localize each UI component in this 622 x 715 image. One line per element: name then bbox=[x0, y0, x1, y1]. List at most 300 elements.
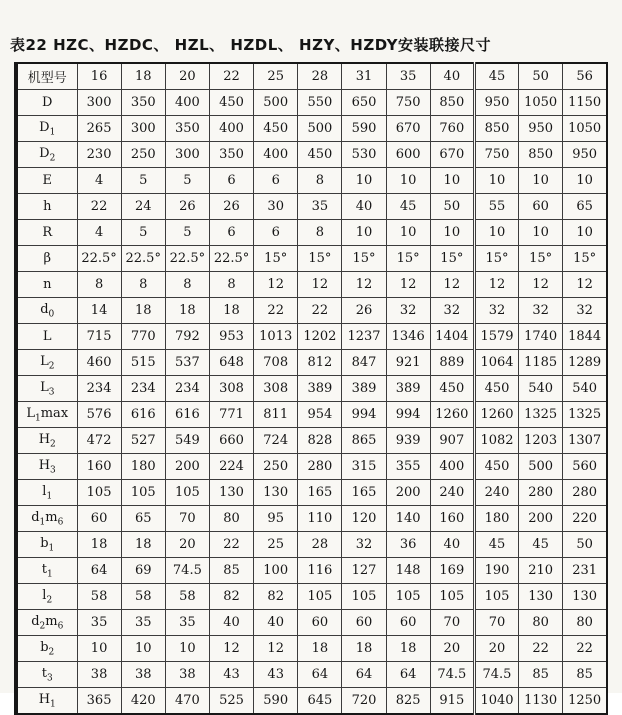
table-row bbox=[16, 90, 607, 116]
value-cell: 110 bbox=[298, 506, 342, 532]
value-cell: 590 bbox=[342, 116, 386, 142]
subscript: 1 bbox=[48, 543, 55, 554]
subscript: 2 bbox=[49, 153, 56, 164]
value-cell: 100 bbox=[254, 558, 298, 584]
row-label-h-1: $H_1$ bbox=[16, 688, 77, 715]
value-cell: 847 bbox=[342, 350, 386, 376]
value-cell: 600 bbox=[386, 142, 430, 168]
value-cell: 14 bbox=[77, 298, 121, 324]
value-cell: 40 bbox=[430, 532, 474, 558]
value-cell: 250 bbox=[121, 142, 165, 168]
value-cell: 10 bbox=[77, 636, 121, 662]
value-cell: 525 bbox=[209, 688, 253, 715]
value-cell: 234 bbox=[77, 376, 121, 402]
value-cell: 6 bbox=[254, 168, 298, 194]
value-cell: 230 bbox=[77, 142, 121, 168]
value-cell: 130 bbox=[563, 584, 607, 610]
value-cell: 994 bbox=[342, 402, 386, 428]
value-cell: 921 bbox=[386, 350, 430, 376]
row-label-b-1: $b_1$ bbox=[16, 532, 77, 558]
table-row bbox=[16, 480, 607, 506]
value-cell: 4 bbox=[77, 168, 121, 194]
value-cell: 22 bbox=[209, 532, 253, 558]
value-cell: 60 bbox=[386, 610, 430, 636]
value-cell: 850 bbox=[519, 142, 563, 168]
value-cell: 400 bbox=[254, 142, 298, 168]
value-cell: 792 bbox=[165, 324, 209, 350]
value-cell: 25 bbox=[254, 532, 298, 558]
value-cell: 165 bbox=[298, 480, 342, 506]
value-cell: 540 bbox=[563, 376, 607, 402]
table-row bbox=[16, 272, 607, 298]
value-cell: 35 bbox=[298, 194, 342, 220]
value-cell: 530 bbox=[342, 142, 386, 168]
value-cell: 1404 bbox=[430, 324, 474, 350]
value-cell: 889 bbox=[430, 350, 474, 376]
value-cell: 105 bbox=[474, 584, 518, 610]
value-cell: 770 bbox=[121, 324, 165, 350]
value-cell: 15° bbox=[519, 246, 563, 272]
value-cell: 865 bbox=[342, 428, 386, 454]
subscript: 3 bbox=[47, 673, 53, 684]
value-cell: 105 bbox=[165, 480, 209, 506]
value-cell: 32 bbox=[386, 298, 430, 324]
column-header-22: 22 bbox=[209, 63, 253, 90]
value-cell: 8 bbox=[121, 272, 165, 298]
value-cell: 1150 bbox=[563, 90, 607, 116]
value-cell: 6 bbox=[209, 168, 253, 194]
row-label-d-2m-6: $d_2m_6$ bbox=[16, 610, 77, 636]
value-cell: 500 bbox=[298, 116, 342, 142]
subscript: 2 bbox=[39, 621, 46, 632]
value-cell: 32 bbox=[430, 298, 474, 324]
row-label-b-2: $b_2$ bbox=[16, 636, 77, 662]
value-cell: 994 bbox=[386, 402, 430, 428]
value-cell: 670 bbox=[386, 116, 430, 142]
value-cell: 915 bbox=[430, 688, 474, 715]
value-cell: 450 bbox=[430, 376, 474, 402]
value-cell: 6 bbox=[209, 220, 253, 246]
value-cell: 8 bbox=[298, 220, 342, 246]
table-row bbox=[16, 298, 607, 324]
table-row bbox=[16, 506, 607, 532]
value-cell: 1202 bbox=[298, 324, 342, 350]
value-cell: 10 bbox=[474, 220, 518, 246]
table-body bbox=[16, 90, 607, 715]
value-cell: 560 bbox=[563, 454, 607, 480]
value-cell: 850 bbox=[474, 116, 518, 142]
value-cell: 350 bbox=[209, 142, 253, 168]
table-row bbox=[16, 454, 607, 480]
value-cell: 1203 bbox=[519, 428, 563, 454]
value-cell: 64 bbox=[342, 662, 386, 688]
value-cell: 828 bbox=[298, 428, 342, 454]
value-cell: 10 bbox=[430, 220, 474, 246]
value-cell: 130 bbox=[519, 584, 563, 610]
value-cell: 60 bbox=[298, 610, 342, 636]
value-cell: 10 bbox=[430, 168, 474, 194]
table-row bbox=[16, 558, 607, 584]
value-cell: 365 bbox=[77, 688, 121, 715]
value-cell: 32 bbox=[342, 532, 386, 558]
value-cell: 12 bbox=[563, 272, 607, 298]
value-cell: 95 bbox=[254, 506, 298, 532]
value-cell: 15° bbox=[563, 246, 607, 272]
row-label-t-3: $t_3$ bbox=[16, 662, 77, 688]
subscript: 2 bbox=[50, 439, 56, 450]
value-cell: 8 bbox=[77, 272, 121, 298]
value-cell: 234 bbox=[165, 376, 209, 402]
value-cell: 8 bbox=[165, 272, 209, 298]
value-cell: 670 bbox=[430, 142, 474, 168]
table-title: 表22 HZC、HZDC、 HZL、 HZDL、 HZY、HZDY安装联接尺寸 bbox=[10, 36, 491, 54]
dimension-table bbox=[14, 62, 608, 715]
value-cell: 80 bbox=[209, 506, 253, 532]
value-cell: 30 bbox=[254, 194, 298, 220]
value-cell: 715 bbox=[77, 324, 121, 350]
value-cell: 224 bbox=[209, 454, 253, 480]
subscript: 2 bbox=[48, 647, 55, 658]
value-cell: 750 bbox=[474, 142, 518, 168]
value-cell: 280 bbox=[298, 454, 342, 480]
value-cell: 45 bbox=[474, 532, 518, 558]
value-cell: 180 bbox=[474, 506, 518, 532]
value-cell: 10 bbox=[386, 220, 430, 246]
value-cell: 18 bbox=[121, 298, 165, 324]
column-header-40: 40 bbox=[430, 63, 474, 90]
value-cell: 15° bbox=[342, 246, 386, 272]
value-cell: 160 bbox=[430, 506, 474, 532]
subscript: 0 bbox=[48, 309, 55, 320]
column-header-45: 45 bbox=[474, 63, 518, 90]
value-cell: 231 bbox=[563, 558, 607, 584]
value-cell: 4 bbox=[77, 220, 121, 246]
value-cell: 12 bbox=[209, 636, 253, 662]
value-cell: 450 bbox=[209, 90, 253, 116]
value-cell: 1050 bbox=[563, 116, 607, 142]
value-cell: 74.5 bbox=[165, 558, 209, 584]
subscript: 1 bbox=[50, 699, 56, 710]
value-cell: 32 bbox=[563, 298, 607, 324]
value-cell: 5 bbox=[121, 168, 165, 194]
table-row bbox=[16, 376, 607, 402]
value-cell: 1325 bbox=[563, 402, 607, 428]
table-row bbox=[16, 350, 607, 376]
value-cell: 40 bbox=[254, 610, 298, 636]
value-cell: 308 bbox=[254, 376, 298, 402]
value-cell: 1040 bbox=[474, 688, 518, 715]
value-cell: 576 bbox=[77, 402, 121, 428]
value-cell: 127 bbox=[342, 558, 386, 584]
value-cell: 400 bbox=[209, 116, 253, 142]
value-cell: 69 bbox=[121, 558, 165, 584]
value-cell: 527 bbox=[121, 428, 165, 454]
value-cell: 12 bbox=[298, 272, 342, 298]
value-cell: 12 bbox=[519, 272, 563, 298]
value-cell: 470 bbox=[165, 688, 209, 715]
subscript: 1 bbox=[34, 413, 41, 424]
value-cell: 18 bbox=[298, 636, 342, 662]
value-cell: 954 bbox=[298, 402, 342, 428]
value-cell: 1346 bbox=[386, 324, 430, 350]
subscript: 3 bbox=[50, 465, 56, 476]
value-cell: 12 bbox=[430, 272, 474, 298]
row-label-h-2: $H_2$ bbox=[16, 428, 77, 454]
value-cell: 1250 bbox=[563, 688, 607, 715]
value-cell: 10 bbox=[519, 220, 563, 246]
row-label-l: L bbox=[16, 324, 77, 350]
value-cell: 10 bbox=[386, 168, 430, 194]
value-cell: 549 bbox=[165, 428, 209, 454]
subscript: 1 bbox=[47, 569, 53, 580]
value-cell: 1844 bbox=[563, 324, 607, 350]
value-cell: 1740 bbox=[519, 324, 563, 350]
value-cell: 50 bbox=[563, 532, 607, 558]
value-cell: 15° bbox=[254, 246, 298, 272]
value-cell: 12 bbox=[254, 636, 298, 662]
value-cell: 10 bbox=[563, 220, 607, 246]
subscript: 2 bbox=[46, 595, 53, 606]
value-cell: 105 bbox=[77, 480, 121, 506]
value-cell: 1013 bbox=[254, 324, 298, 350]
value-cell: 10 bbox=[342, 220, 386, 246]
value-cell: 720 bbox=[342, 688, 386, 715]
value-cell: 80 bbox=[563, 610, 607, 636]
value-cell: 26 bbox=[209, 194, 253, 220]
value-cell: 590 bbox=[254, 688, 298, 715]
value-cell: 950 bbox=[474, 90, 518, 116]
value-cell: 850 bbox=[430, 90, 474, 116]
value-cell: 70 bbox=[474, 610, 518, 636]
value-cell: 32 bbox=[519, 298, 563, 324]
value-cell: 200 bbox=[165, 454, 209, 480]
value-cell: 240 bbox=[430, 480, 474, 506]
value-cell: 234 bbox=[121, 376, 165, 402]
value-cell: 40 bbox=[342, 194, 386, 220]
value-cell: 65 bbox=[563, 194, 607, 220]
value-cell: 64 bbox=[77, 558, 121, 584]
value-cell: 22.5° bbox=[165, 246, 209, 272]
value-cell: 1237 bbox=[342, 324, 386, 350]
value-cell: 60 bbox=[77, 506, 121, 532]
value-cell: 1289 bbox=[563, 350, 607, 376]
value-cell: 18 bbox=[209, 298, 253, 324]
value-cell: 22.5° bbox=[121, 246, 165, 272]
row-label-e: E bbox=[16, 168, 77, 194]
value-cell: 200 bbox=[519, 506, 563, 532]
row-label-n: n bbox=[16, 272, 77, 298]
table-row bbox=[16, 324, 607, 350]
value-cell: 148 bbox=[386, 558, 430, 584]
value-cell: 130 bbox=[209, 480, 253, 506]
value-cell: 160 bbox=[77, 454, 121, 480]
value-cell: 18 bbox=[77, 532, 121, 558]
column-header-31: 31 bbox=[342, 63, 386, 90]
value-cell: 515 bbox=[121, 350, 165, 376]
column-header-56: 56 bbox=[563, 63, 607, 90]
value-cell: 1130 bbox=[519, 688, 563, 715]
value-cell: 8 bbox=[209, 272, 253, 298]
value-cell: 105 bbox=[430, 584, 474, 610]
subscript: 6 bbox=[57, 621, 64, 632]
subscript: 1 bbox=[46, 491, 53, 502]
value-cell: 650 bbox=[342, 90, 386, 116]
value-cell: 22 bbox=[254, 298, 298, 324]
value-cell: 450 bbox=[474, 454, 518, 480]
table-row bbox=[16, 662, 607, 688]
value-cell: 130 bbox=[254, 480, 298, 506]
value-cell: 5 bbox=[165, 220, 209, 246]
value-cell: 24 bbox=[121, 194, 165, 220]
value-cell: 22.5° bbox=[77, 246, 121, 272]
value-cell: 1185 bbox=[519, 350, 563, 376]
table-head bbox=[16, 63, 607, 90]
row-label-h: h bbox=[16, 194, 77, 220]
value-cell: 22 bbox=[519, 636, 563, 662]
value-cell: 35 bbox=[165, 610, 209, 636]
subscript: 1 bbox=[39, 517, 46, 528]
value-cell: 6 bbox=[254, 220, 298, 246]
value-cell: 450 bbox=[298, 142, 342, 168]
value-cell: 60 bbox=[519, 194, 563, 220]
value-cell: 58 bbox=[77, 584, 121, 610]
value-cell: 10 bbox=[474, 168, 518, 194]
value-cell: 65 bbox=[121, 506, 165, 532]
value-cell: 15° bbox=[474, 246, 518, 272]
value-cell: 50 bbox=[430, 194, 474, 220]
value-cell: 20 bbox=[165, 532, 209, 558]
table-row bbox=[16, 402, 607, 428]
value-cell: 460 bbox=[77, 350, 121, 376]
value-cell: 724 bbox=[254, 428, 298, 454]
value-cell: 708 bbox=[254, 350, 298, 376]
value-cell: 32 bbox=[474, 298, 518, 324]
value-cell: 315 bbox=[342, 454, 386, 480]
value-cell: 38 bbox=[165, 662, 209, 688]
value-cell: 350 bbox=[121, 90, 165, 116]
value-cell: 22 bbox=[298, 298, 342, 324]
value-cell: 1325 bbox=[519, 402, 563, 428]
value-cell: 950 bbox=[519, 116, 563, 142]
value-cell: 18 bbox=[342, 636, 386, 662]
value-cell: 10 bbox=[165, 636, 209, 662]
table-row bbox=[16, 610, 607, 636]
value-cell: 616 bbox=[121, 402, 165, 428]
row-label-d-1: $D_1$ bbox=[16, 116, 77, 142]
value-cell: 250 bbox=[254, 454, 298, 480]
row-label-l-1max: $L_1\max$ bbox=[16, 402, 77, 428]
value-cell: 180 bbox=[121, 454, 165, 480]
value-cell: 38 bbox=[77, 662, 121, 688]
table-row bbox=[16, 116, 607, 142]
value-cell: 165 bbox=[342, 480, 386, 506]
value-cell: 300 bbox=[121, 116, 165, 142]
value-cell: 825 bbox=[386, 688, 430, 715]
value-cell: 15° bbox=[386, 246, 430, 272]
table-row bbox=[16, 142, 607, 168]
value-cell: 500 bbox=[519, 454, 563, 480]
value-cell: 58 bbox=[121, 584, 165, 610]
value-cell: 472 bbox=[77, 428, 121, 454]
row-label-d-0: $d_0$ bbox=[16, 298, 77, 324]
value-cell: 80 bbox=[519, 610, 563, 636]
value-cell: 12 bbox=[474, 272, 518, 298]
value-cell: 169 bbox=[430, 558, 474, 584]
value-cell: 15° bbox=[298, 246, 342, 272]
value-cell: 10 bbox=[342, 168, 386, 194]
value-cell: 40 bbox=[209, 610, 253, 636]
value-cell: 280 bbox=[519, 480, 563, 506]
subscript: 2 bbox=[48, 361, 55, 372]
value-cell: 12 bbox=[254, 272, 298, 298]
value-cell: 812 bbox=[298, 350, 342, 376]
header-row bbox=[16, 63, 607, 90]
value-cell: 811 bbox=[254, 402, 298, 428]
value-cell: 82 bbox=[254, 584, 298, 610]
value-cell: 38 bbox=[121, 662, 165, 688]
value-cell: 500 bbox=[254, 90, 298, 116]
value-cell: 58 bbox=[165, 584, 209, 610]
value-cell: 389 bbox=[342, 376, 386, 402]
value-cell: 660 bbox=[209, 428, 253, 454]
value-cell: 750 bbox=[386, 90, 430, 116]
value-cell: 389 bbox=[386, 376, 430, 402]
value-cell: 1260 bbox=[474, 402, 518, 428]
subscript: 6 bbox=[57, 517, 64, 528]
value-cell: 210 bbox=[519, 558, 563, 584]
value-cell: 43 bbox=[254, 662, 298, 688]
value-cell: 400 bbox=[165, 90, 209, 116]
table-row bbox=[16, 194, 607, 220]
value-cell: 22 bbox=[77, 194, 121, 220]
value-cell: 939 bbox=[386, 428, 430, 454]
value-cell: 18 bbox=[165, 298, 209, 324]
value-cell: 280 bbox=[563, 480, 607, 506]
row-label-d: D bbox=[16, 90, 77, 116]
value-cell: 220 bbox=[563, 506, 607, 532]
value-cell: 22 bbox=[563, 636, 607, 662]
value-cell: 105 bbox=[342, 584, 386, 610]
row-label-d-1m-6: $d_1m_6$ bbox=[16, 506, 77, 532]
header-model-label: 机型号 bbox=[16, 63, 77, 90]
value-cell: 105 bbox=[121, 480, 165, 506]
value-cell: 120 bbox=[342, 506, 386, 532]
subscript: 1 bbox=[49, 127, 56, 138]
value-cell: 18 bbox=[386, 636, 430, 662]
row-label-l-1: $l_1$ bbox=[16, 480, 77, 506]
value-cell: 645 bbox=[298, 688, 342, 715]
value-cell: 265 bbox=[77, 116, 121, 142]
table-row bbox=[16, 428, 607, 454]
row-label-l-2: $L_2$ bbox=[16, 350, 77, 376]
column-header-18: 18 bbox=[121, 63, 165, 90]
value-cell: 70 bbox=[430, 610, 474, 636]
row-label-t-1: $t_1$ bbox=[16, 558, 77, 584]
value-cell: 15° bbox=[430, 246, 474, 272]
row-label--: β bbox=[16, 246, 77, 272]
value-cell: 18 bbox=[121, 532, 165, 558]
value-cell: 64 bbox=[298, 662, 342, 688]
value-cell: 105 bbox=[386, 584, 430, 610]
column-header-20: 20 bbox=[165, 63, 209, 90]
value-cell: 355 bbox=[386, 454, 430, 480]
value-cell: 12 bbox=[386, 272, 430, 298]
value-cell: 26 bbox=[342, 298, 386, 324]
value-cell: 12 bbox=[342, 272, 386, 298]
value-cell: 10 bbox=[563, 168, 607, 194]
value-cell: 450 bbox=[474, 376, 518, 402]
value-cell: 616 bbox=[165, 402, 209, 428]
